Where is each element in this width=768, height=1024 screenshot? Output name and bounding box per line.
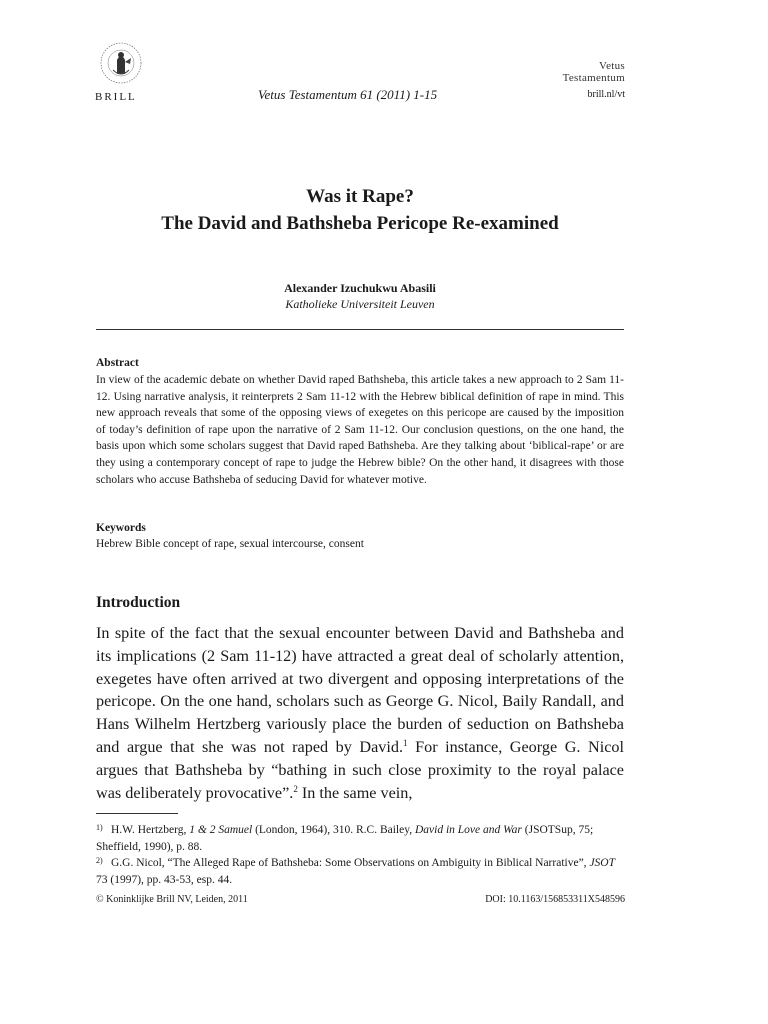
- article-title-line1: Was it Rape?: [306, 186, 414, 207]
- footnote-text: (JSOTSup, 75; Sheffield, 1990), p. 88.: [96, 824, 594, 853]
- footnote-title: JSOT: [589, 857, 615, 869]
- journal-logo-line1: Vetus: [599, 60, 625, 72]
- keywords-text: Hebrew Bible concept of rape, sexual intercourse, consent: [96, 538, 364, 550]
- title-divider: [96, 329, 624, 330]
- footnote-ref-2[interactable]: 2: [293, 783, 298, 794]
- footnote-number: 1): [96, 823, 103, 832]
- publisher-name: BRILL: [95, 91, 137, 103]
- footnote-ref-1[interactable]: 1: [403, 737, 408, 748]
- introduction-paragraph: [96, 622, 624, 804]
- keywords-heading: Keywords: [96, 522, 146, 534]
- article-title: [96, 183, 624, 237]
- footnote-text: H.W. Hertzberg,: [111, 824, 190, 836]
- intro-text-part3: In the same vein,: [297, 783, 413, 802]
- journal-logo: [563, 60, 625, 84]
- footnote-2: [96, 853, 624, 888]
- author-affiliation: Katholieke Universiteit Leuven: [285, 297, 435, 311]
- brill-seal-icon: [99, 40, 143, 86]
- article-title-line2: The David and Bathsheba Pericope Re-examined: [161, 213, 559, 234]
- footnote-title: David in Love and War: [414, 824, 522, 836]
- journal-url[interactable]: brill.nl/vt: [587, 89, 625, 100]
- footnote-divider: [96, 813, 178, 814]
- abstract-text: In view of the academic debate on whether David raped Bathsheba, this article takes a new approach to 2 Sam 11-12. Using narrative analysis, it reinterprets 2 Sam 11-12 with the Hebrew biblical definition of rape in mind. This new approach reveals that some of the opposing views of exegetes on this pericope are caused by the imposition of today’s definition of rape upon the narrative of 2 Sam 11-12. Our conclusion questions, on the one hand, the basis upon which some scholars suggest that David raped Bathsheba. Are they talking about ‘biblical-rape’ or are they using a contemporary concept of rape to judge the Hebrew bible? On the other hand, it disagrees with those scholars who accuse Bathsheba of seducing David for whatever motive.: [96, 374, 624, 486]
- intro-text-part2: For instance, George G. Nicol argues that Bathsheba by “bathing in such close proximity to the royal palace was deliberately provocative”.: [96, 737, 624, 802]
- intro-text-part1: In spite of the fact that the sexual encounter between David and Bathsheba and its implications (2 Sam 11-12) have attracted a great deal of scholarly attention, exegetes have often arrived at two divergent and opposing interpretations of the pericope. On the one hand, scholars such as George G. Nicol, Baily Randall, and Hans Wilhelm Hertzberg variously place the burden of seduction on Bathsheba and argue that she was not raped by David.: [96, 624, 624, 756]
- abstract-heading: Abstract: [96, 357, 139, 369]
- footnote-title: 1 & 2 Samuel: [189, 824, 253, 836]
- footnote-text: G.G. Nicol, “The Alleged Rape of Bathsheba: Some Observations on Ambiguity in Biblical Narrative”,: [111, 857, 590, 869]
- author-name: Alexander Izuchukwu Abasili: [284, 281, 436, 295]
- footnote-number: 2): [96, 856, 103, 865]
- journal-logo-line2: Testamentum: [562, 72, 625, 84]
- footnote-1: [96, 820, 624, 855]
- introduction-heading: Introduction: [96, 594, 181, 611]
- brill-seal-logo: [96, 40, 146, 86]
- doi-link[interactable]: DOI: 10.1163/156853311X548596: [485, 894, 625, 905]
- footnote-text: 73 (1997), pp. 43-53, esp. 44.: [96, 873, 233, 886]
- journal-citation: Vetus Testamentum 61 (2011) 1-15: [258, 87, 438, 102]
- copyright-notice: © Koninklijke Brill NV, Leiden, 2011: [96, 894, 248, 905]
- footnote-text: (London, 1964), 310. R.C. Bailey,: [252, 824, 415, 836]
